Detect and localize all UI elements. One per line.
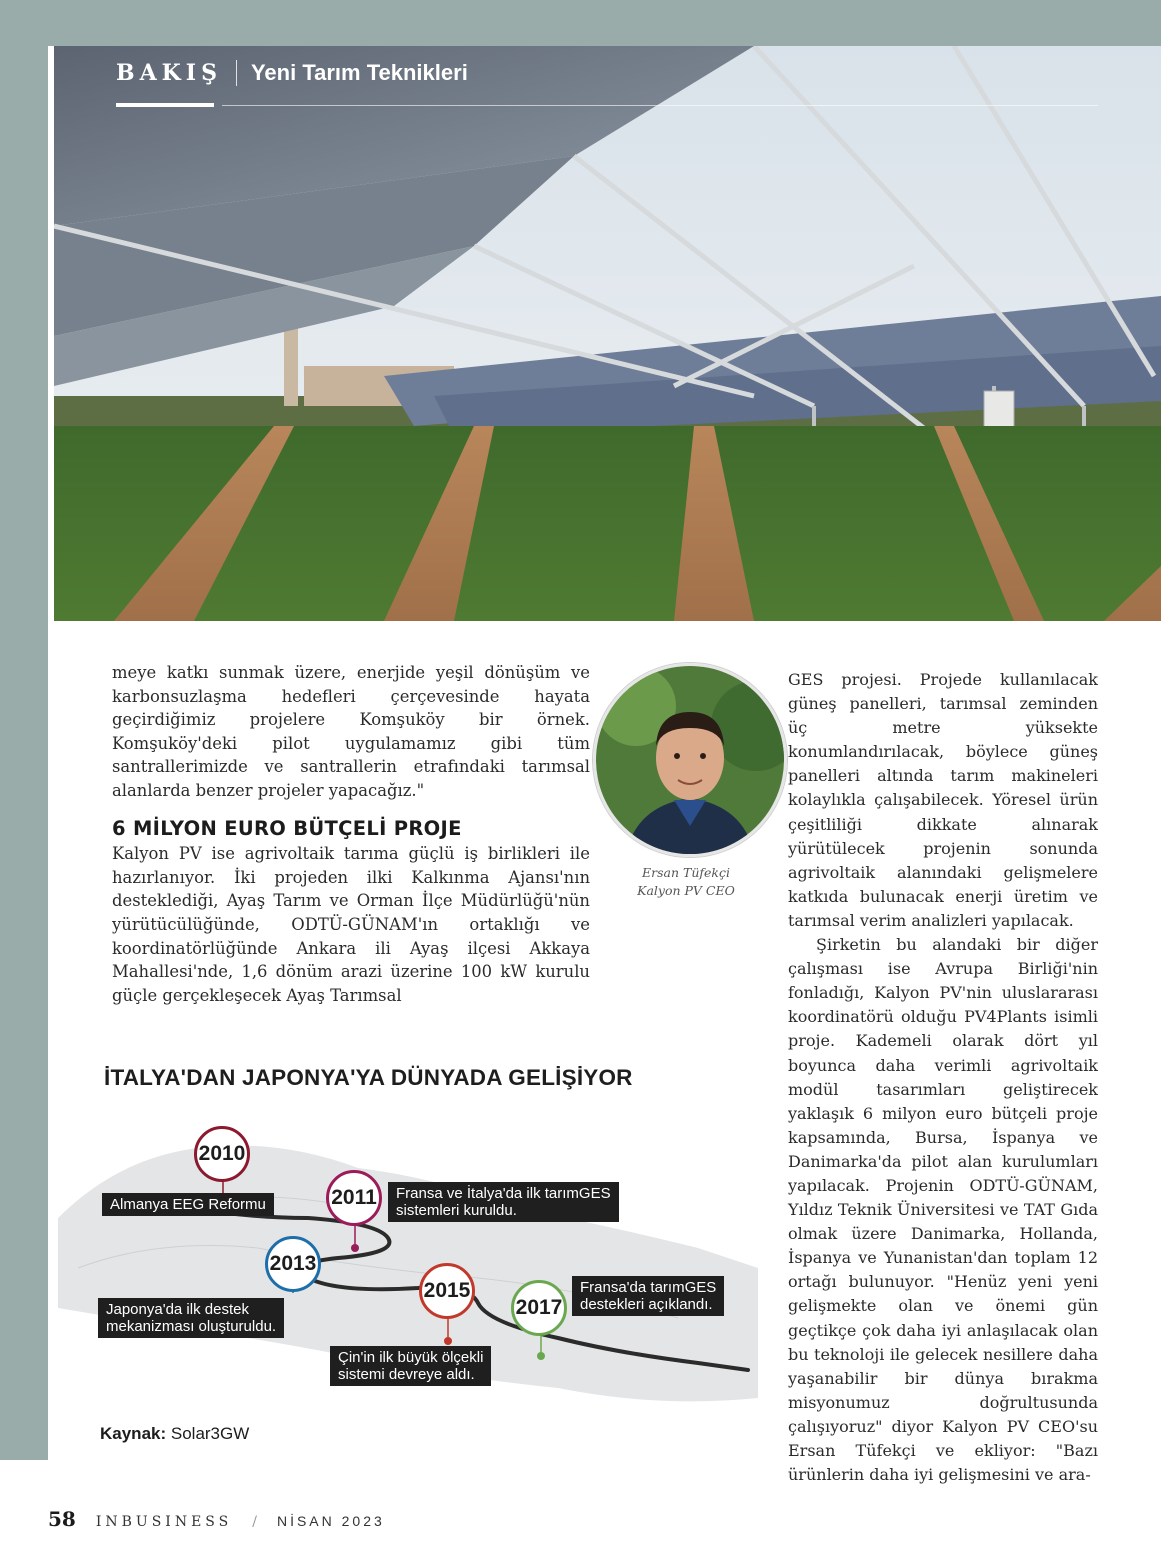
- timeline-year-2010: 2010: [194, 1126, 250, 1182]
- caption-role: Kalyon PV CEO: [637, 883, 735, 898]
- magazine-name: INBUSINESS: [95, 1514, 233, 1530]
- hero-photo-agrivoltaic-field: [54, 46, 1161, 621]
- timeline-year-2015: 2015: [419, 1263, 475, 1319]
- timeline-label-text: Çin'in ilk büyük ölçekli: [338, 1349, 484, 1366]
- timeline-label-2017: [572, 1276, 724, 1316]
- timeline-label-text: Fransa'da tarımGES: [580, 1279, 717, 1296]
- timeline-label-text: sistemleri kuruldu.: [396, 1202, 517, 1219]
- section-topic: Yeni Tarım Teknikleri: [250, 60, 468, 85]
- article-column-left: [112, 661, 590, 1007]
- article-paragraph: Kalyon PV ise agrivoltaik tarıma güçlü iş birlikleri ile hazırlanıyor. İki projeden ilki Kalkınma Ajansı'nın desteklediği, Ayaş Tarım ve Orman İlçe Müdürlüğü'nün yürütücülüğünde, ODTÜ-GÜNAM'ın ortaklığı ve koordinatörlüğünde Ankara ili Ayaş ilçesi Akkaya Mahallesi'nde, 1,6 dönüm arazi üzerine 100 kW kurulu güçle gerçekleşecek Ayaş Tarımsal: [112, 844, 590, 1005]
- source-label: Kaynak:: [100, 1424, 167, 1443]
- article-paragraph: GES projesi. Projede kullanılacak güneş panelleri, tarımsal zeminden üç metre yüksekte konumlandırılacak, böylece güneş panelleri altında tarım makineleri kolaylıkla çalışabilecek. Yöresel ürün çeşitliliği dikkate alınarak yürütülecek projenin sonunda agrivoltaik alanındaki gelişmelere katkıda bulunacak enerji üretim ve tarımsal verim analizleri yapılacak.: [788, 670, 1098, 930]
- infographic-title: İTALYA'DAN JAPONYA'YA DÜNYADA GELİŞİYOR: [104, 1065, 633, 1090]
- timeline-label-text: Fransa ve İtalya'da ilk tarımGES: [396, 1185, 611, 1202]
- article-subheading: 6 MİLYON EURO BÜTÇELİ PROJE: [112, 816, 462, 840]
- timeline-year-2011: 2011: [326, 1170, 382, 1226]
- section-name: BAKIŞ: [116, 60, 222, 86]
- timeline-label-2013: [98, 1298, 284, 1338]
- timeline-label-2015: [330, 1346, 491, 1386]
- side-color-band: [0, 0, 48, 1460]
- issue-date: NİSAN 2023: [276, 1513, 385, 1529]
- timeline-year-2013: 2013: [265, 1236, 321, 1292]
- kicker-underline: [116, 103, 214, 107]
- timeline-label-text: Almanya EEG Reformu: [110, 1196, 266, 1213]
- kicker-rule: [222, 105, 1098, 106]
- timeline-label-text: destekleri açıklandı.: [580, 1296, 713, 1313]
- top-color-band: [0, 0, 1161, 46]
- timeline-label-text: sistemi devreye aldı.: [338, 1366, 475, 1383]
- kicker-divider: [236, 60, 237, 86]
- infographic-timeline-map: [58, 1118, 758, 1423]
- timeline-label-text: Japonya'da ilk destek: [106, 1301, 249, 1318]
- section-kicker: [116, 60, 468, 86]
- article-paragraph: meye katkı sunmak üzere, enerjide yeşil dönüşüm ve karbonsuzlaşma hedefleri çerçevesinde hayata geçirdiğimiz projelere Komşuköy bir örnek. Komşuköy'deki pilot uygulamamız gibi tüm santrallerimizde ve santrallerin etrafındaki tarımsal alanlarda benzer projeler yapacağız.": [112, 663, 590, 800]
- portrait-caption: [606, 864, 766, 900]
- page-footer: [48, 1507, 385, 1531]
- footer-divider: /: [252, 1514, 257, 1530]
- article-column-right: [788, 668, 1098, 1487]
- caption-name: Ersan Tüfekçi: [642, 865, 730, 880]
- timeline-label-text: mekanizması oluşturuldu.: [106, 1318, 277, 1335]
- source-value: Solar3GW: [170, 1424, 250, 1443]
- page-number: 58: [48, 1507, 76, 1531]
- timeline-label-2011: [388, 1182, 619, 1222]
- timeline-year-2017: 2017: [511, 1280, 567, 1336]
- article-paragraph: Şirketin bu alandaki bir diğer çalışması ise Avrupa Birliği'nin fonladığı, Kalyon PV'nin uluslararası koordinatörü olduğu PV4Plants isimli proje. Kademeli olarak dört yıl boyunca daha verimli agrivoltaik modül tasarımları geliştirecek yaklaşık 6 milyon euro bütçeli proje kapsamında, Bursa, İspanya ve Danimarka'da pilot alan kurulumları yapılacak. Projenin ODTÜ-GÜNAM, Yıldız Teknik Üniversitesi ve TAT Gıda olmak üzere Danimarka, Hollanda, İspanya ve Yunanistan'dan toplam 12 ortağı bulunuyor. "Henüz yeni yeni gelişmekte olan ve önemi gün geçtikçe çok daha iyi anlaşılacak olan bu teknoloji ile gelecek nesillere daha yaşanabilir bir dünya bırakma misyonumuz doğrultusunda çalışıyoruz" diyor Kalyon PV CEO'su Ersan Tüfekçi ve ekliyor: "Bazı ürünlerin daha iyi gelişmesini ve ara-: [788, 935, 1098, 1485]
- timeline-label-2010: [102, 1193, 274, 1216]
- ceo-portrait: [593, 663, 787, 857]
- infographic-source: [100, 1424, 249, 1444]
